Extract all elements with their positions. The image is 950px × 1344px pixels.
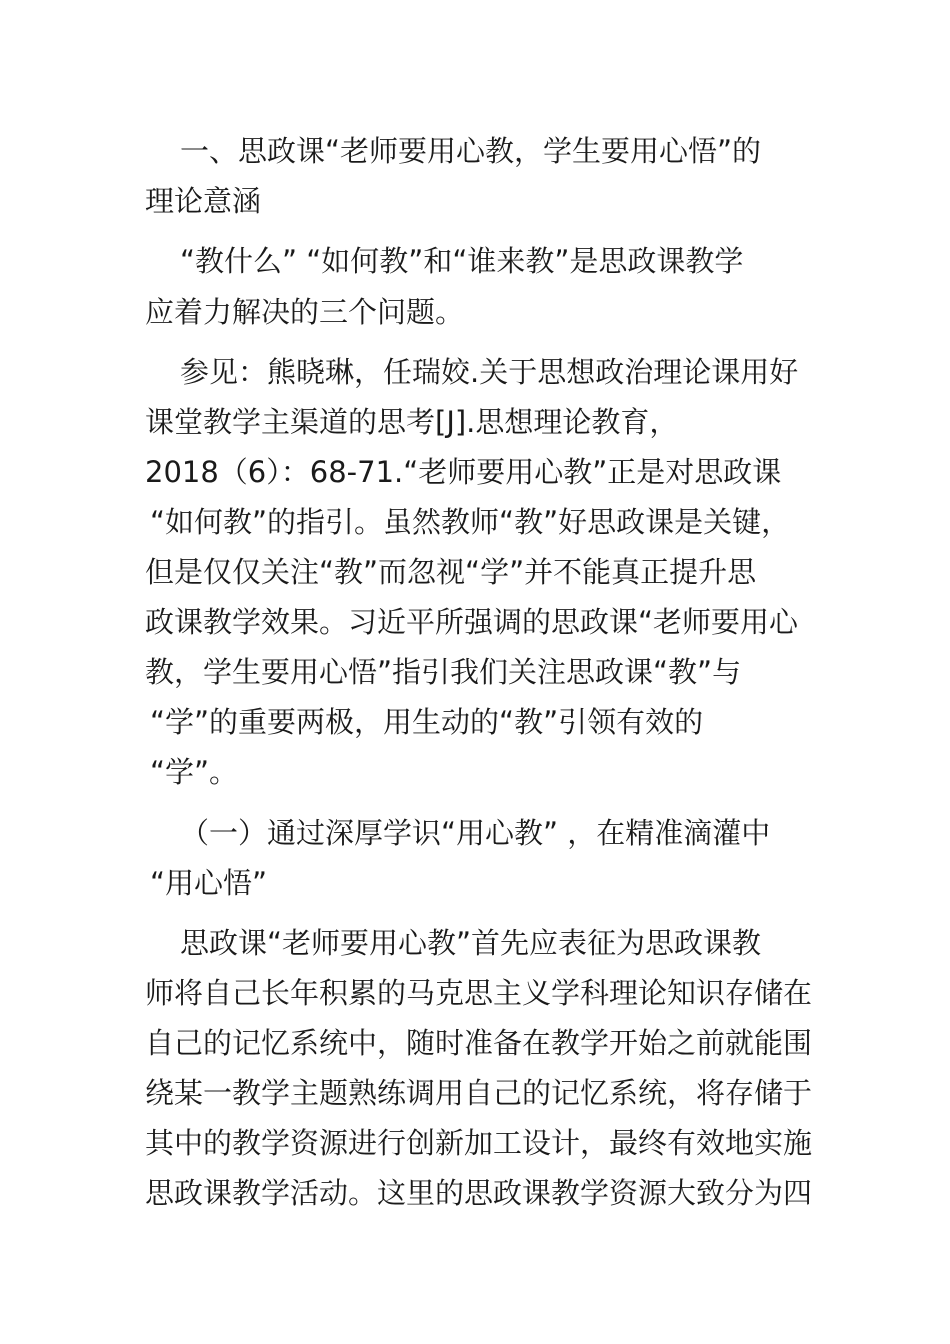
body-text-line: 政课教学效果。习近平所强调的思政课“老师要用心: [145, 605, 799, 639]
body-text-line: “如何教”的指引。虽然教师“教”好思政课是关键，: [150, 505, 791, 539]
body-text-line: 其中的教学资源进行创新加工设计，最终有效地实施: [145, 1126, 813, 1160]
subsection-heading-line: “用心悟”: [150, 866, 268, 900]
subsection-heading-line: （一）通过深厚学识“用心教” ，在精准滴灌中: [180, 816, 771, 850]
body-text-line: 但是仅仅关注“教”而忽视“学”并不能真正提升思: [145, 555, 757, 589]
body-text-line: 2018（6）：68-71.“老师要用心教”正是对思政课: [145, 455, 782, 489]
body-text-line: “学”。: [150, 755, 239, 789]
body-text-line: “教什么” “如何教”和“谁来教”是思政课教学: [180, 244, 744, 278]
body-text-line: 自己的记忆系统中，随时准备在教学开始之前就能围: [145, 1026, 813, 1060]
body-text-line: 教，学生要用心悟”指引我们关注思政课“教”与: [145, 655, 742, 689]
body-text-line: 应着力解决的三个问题。: [145, 295, 465, 329]
body-text-line: 绕某一教学主题熟练调用自己的记忆系统，将存储于: [145, 1076, 813, 1110]
section-heading-line: 理论意涵: [145, 184, 262, 218]
body-text-line: 课堂教学主渠道的思考[J].思想理论教育，: [145, 405, 679, 439]
body-text-line: 师将自己长年积累的马克思主义学科理论知识存储在: [145, 976, 813, 1010]
body-text-line: “学”的重要两极，用生动的“教”引领有效的: [150, 705, 704, 739]
body-text-line: 思政课“老师要用心教”首先应表征为思政课教: [180, 926, 762, 960]
section-heading-line: 一、思政课“老师要用心教，学生要用心悟”的: [180, 134, 762, 168]
body-text-line: 思政课教学活动。这里的思政课教学资源大致分为四: [145, 1176, 813, 1210]
body-text-line: 参见：熊晓琳，任瑞姣.关于思想政治理论课用好: [180, 355, 799, 389]
